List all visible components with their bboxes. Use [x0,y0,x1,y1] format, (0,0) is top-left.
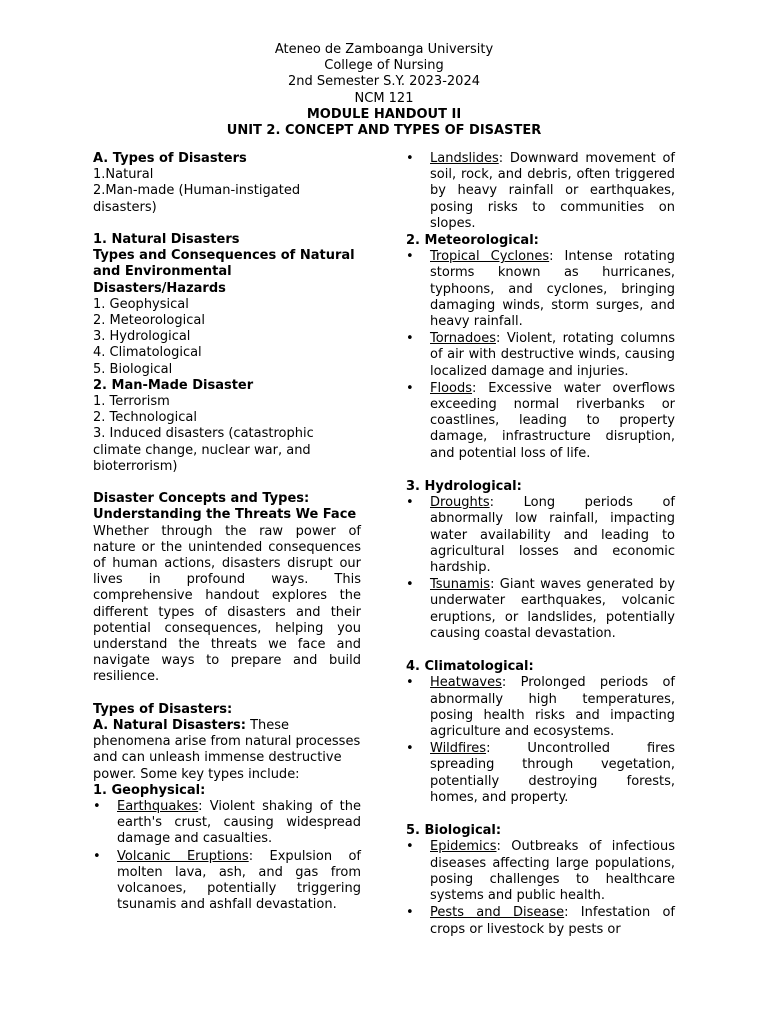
bullet: • [406,741,414,757]
bullet: • [406,495,414,511]
bullet: • [406,905,414,921]
natural-intro-text: These phenomena arise from natural processes and can unleash immense destructive power. Some key types include: [93,718,361,782]
natural-list-item: 1. Geophysical [93,296,189,312]
left-column [93,151,361,915]
term: Droughts [430,495,490,511]
unit-title: UNIT 2. CONCEPT AND TYPES OF DISASTER [226,123,542,139]
module-title: MODULE HANDOUT II [306,106,462,122]
bullet: • [406,151,414,166]
natural-intro-paragraph [93,718,361,783]
natural-list-item: 3. Hydrological [93,329,191,345]
term-description: : Expulsion of molten lava, ash, and gas from volcanoes, potentially triggering tsunamis and ashfall devastation. [117,848,362,913]
meteorological-heading: 2. Meteorological: [406,233,539,249]
bullet: • [406,675,414,691]
course-code: NCM 121 [354,90,414,106]
natural-list-item: 5. Biological [93,361,173,377]
consequences-heading: Types and Consequences of Natural and Environmental Disasters/Hazards [93,248,355,296]
bullet: • [93,848,101,864]
bullet: • [93,799,101,815]
list-item [406,741,675,806]
concepts-paragraph: Whether through the raw power of nature or the unintended consequences of human actions, disasters disrupt our lives in profound ways. This comprehensive handout explores the different types of disasters and their potential consequences, helping you understand the threats we face and navigate ways to prepare and build resilience. [93,523,361,685]
term-description: : Uncontrolled fires spreading through vegetation, potentially destroying forests, homes, and property. [430,741,675,805]
term-description: : Violent shaking of the earth's crust, causing widespread damage and casualties. [117,799,361,847]
term-description: : Prolonged periods of abnormally high temperatures, posing health risks and impacting agriculture and ecosystems. [430,675,675,740]
term: Heatwaves [430,675,502,691]
list-item [93,799,361,848]
natural-list-item: 4. Climatological [93,345,202,361]
geophysical-heading: 1. Geophysical: [93,782,206,798]
term: Epidemics [430,839,497,855]
bullet: • [406,331,414,347]
hydrological-heading: 3. Hydrological: [406,479,522,495]
types-of-disasters-heading: Types of Disasters: [93,701,233,717]
manmade-list-item: 2. Technological [93,410,197,426]
term-description: : Downward movement of soil, rock, and debris, often triggered by heavy rainfall or earthquakes, posing risks to communities on slopes. [430,151,675,231]
types-item-manmade: 2.Man-made (Human-instigated disasters) [93,183,301,215]
biological-heading: 5. Biological: [406,823,502,839]
university-name: Ateneo de Zamboanga University [274,42,494,57]
list-item [406,381,675,462]
list-item [406,151,675,232]
right-column [406,151,675,939]
list-item [406,905,675,937]
concepts-heading: Disaster Concepts and Types: Understanding the Threats We Face [93,491,357,523]
term-description: : Infestation of crops or livestock by pests or [430,905,675,937]
document-header [0,42,768,139]
natural-intro-label: A. Natural Disasters: [93,718,246,734]
term: Earthquakes [117,799,199,815]
term: Tsunamis [430,577,491,593]
term: Tropical Cyclones [430,249,550,265]
term: Volcanic Eruptions [117,848,249,864]
term: Tornadoes [430,331,496,347]
term-description: : Outbreaks of infectious diseases affecting large populations, posing challenges to healthcare systems and public health. [430,839,675,904]
list-item [406,249,675,330]
natural-disasters-heading: 1. Natural Disasters [93,232,240,247]
types-item-natural: 1.Natural [93,167,154,183]
manmade-list-item: 3. Induced disasters (catastrophic climate change, nuclear war, and bioterrorism) [93,426,314,474]
college-name: College of Nursing [324,58,444,74]
term: Landslides [430,151,499,166]
term: Pests and Disease [430,905,565,921]
term: Wildfires [430,741,487,757]
manmade-heading: 2. Man-Made Disaster [93,377,254,393]
term-description: : Intense rotating storms known as hurricanes, typhoons, and cyclones, bringing damaging winds, storm surges, and heavy rainfall. [430,249,675,330]
term-description: : Excessive water overflows exceeding normal riverbanks or coastlines, leading to property damage, infrastructure disruption, and potential loss of life. [430,380,675,461]
term-description: : Long periods of abnormally low rainfall, impacting water availability and leading to agricultural losses and economic hardship. [430,495,675,576]
bullet: • [406,249,414,265]
list-item [406,839,675,904]
types-heading: A. Types of Disasters [93,151,247,166]
list-item [406,577,675,642]
bullet: • [406,839,414,855]
manmade-list-item: 1. Terrorism [93,394,170,410]
list-item [93,849,361,914]
bullet: • [406,380,414,396]
list-item [406,675,675,740]
term: Floods [430,380,473,396]
list-item [406,331,675,380]
bullet: • [406,577,414,593]
natural-list-item: 2. Meteorological [93,313,205,329]
term-description: : Giant waves generated by underwater earthquakes, volcanic eruptions, or landslides, potentially causing coastal devastation. [430,577,675,641]
term-description: : Violent, rotating columns of air with destructive winds, causing localized damage and injuries. [430,331,675,379]
list-item [406,495,675,576]
semester: 2nd Semester S.Y. 2023-2024 [288,74,480,90]
climatological-heading: 4. Climatological: [406,659,534,675]
